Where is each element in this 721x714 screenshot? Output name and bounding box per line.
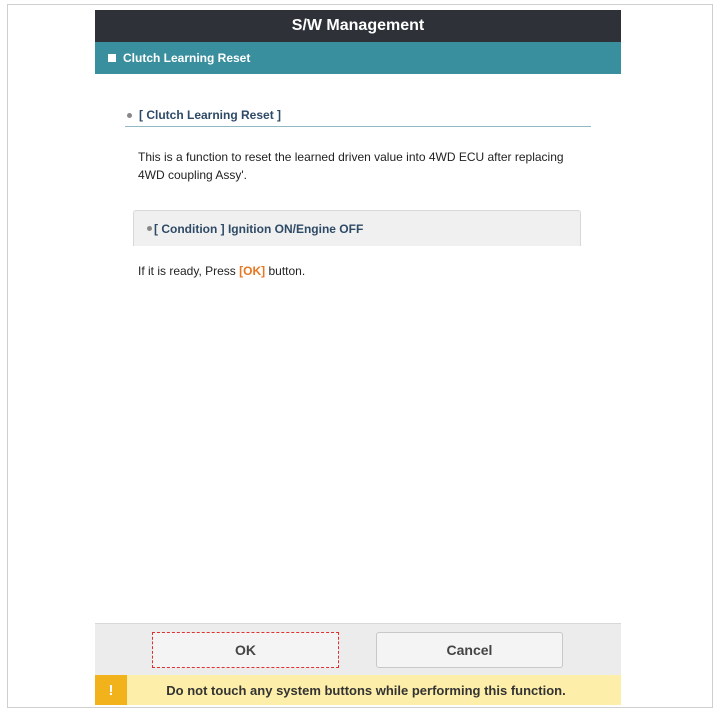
content-area (95, 74, 621, 623)
section-header (95, 42, 621, 74)
bullet-dot-icon (127, 113, 132, 118)
ok-highlight: [OK] (239, 264, 266, 278)
bullet-dot-icon (147, 226, 152, 231)
ready-instruction (138, 264, 305, 278)
condition-text: [ Condition ] Ignition ON/Engine OFF (154, 221, 364, 236)
warning-text: Do not touch any system buttons while performing this function. (166, 682, 566, 698)
ok-button[interactable]: OK (152, 632, 339, 668)
window-title: S/W Management (95, 10, 621, 42)
subheading (125, 104, 591, 127)
condition-box (133, 210, 581, 246)
function-description: This is a function to reset the learned driven value into 4WD ECU after replacing 4WD coupling Assy'. (138, 150, 564, 182)
ready-suffix: button. (265, 264, 306, 278)
ready-prefix: If it is ready, Press (138, 264, 240, 278)
cancel-button[interactable]: Cancel (376, 632, 563, 668)
warning-bar (95, 675, 621, 705)
square-bullet-icon (108, 54, 116, 62)
button-bar (95, 623, 621, 675)
warning-icon: ! (95, 675, 127, 705)
section-title: Clutch Learning Reset (123, 51, 251, 65)
sw-management-dialog (95, 10, 621, 706)
subheading-text: [ Clutch Learning Reset ] (139, 108, 282, 122)
